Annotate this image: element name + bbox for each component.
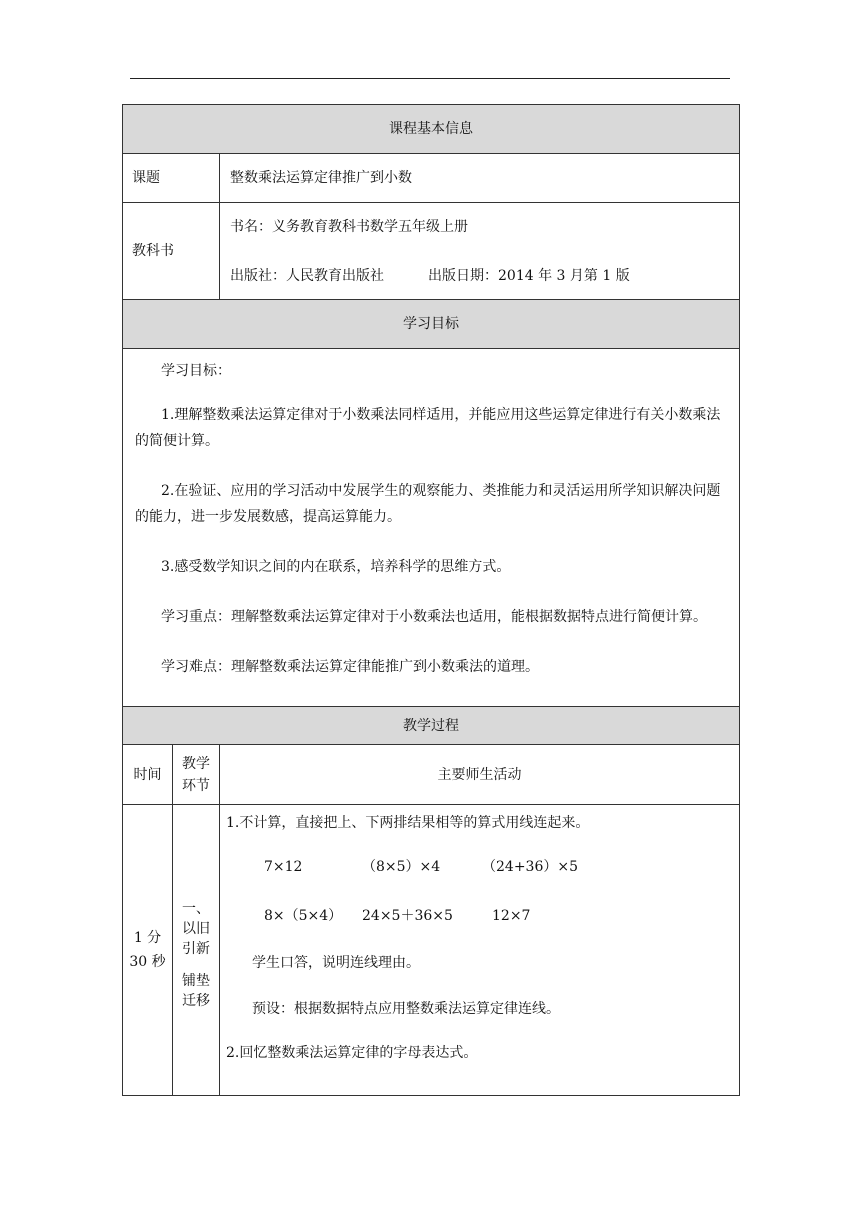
col-header-stage: [173, 745, 220, 805]
student-answer: 学生口答，说明连线理由。: [252, 955, 420, 971]
row1-stage-line5: 迁移: [182, 993, 210, 1009]
publisher-line: [230, 266, 739, 286]
publish-date: 出版日期：2014 年 3 月第 1 版: [428, 267, 630, 284]
objective-item-1: 1.理解整数乘法运算定律对于小数乘法同样适用，并能应用这些运算定律进行有关小数乘法的简便计算。: [135, 407, 721, 449]
formula-bottom-3: 12×7: [492, 908, 531, 924]
col-header-stage-line2: 环节: [182, 777, 210, 794]
row1-time-line1: 1 分: [133, 930, 162, 946]
formula-top-2: （8×5）×4: [362, 859, 441, 875]
formula-top-1: 7×12: [264, 859, 303, 875]
publisher: 出版社：人民教育出版社: [230, 267, 384, 284]
row1-stage-line1: 一、: [182, 901, 210, 917]
book-name: 书名：义务教育教科书数学五年级上册: [230, 218, 468, 235]
objectives-heading: 学习目标：: [161, 363, 231, 379]
row1-stage: [173, 805, 220, 1096]
objective-item-2: 2.在验证、应用的学习活动中发展学生的观察能力、类推能力和灵活运用所学知识解决问题的能力，进一步发展数感，提高运算能力。: [135, 483, 721, 525]
step-2: 2.回忆整数乘法运算定律的字母表达式。: [226, 1045, 478, 1061]
section-header-process: 教学过程: [123, 707, 740, 745]
formula-bottom-2: 24×5＋36×5: [362, 908, 453, 924]
objective-item-3: 3.感受数学知识之间的内在联系，培养科学的思维方式。: [161, 559, 511, 575]
row1-activity: [220, 805, 740, 1096]
col-header-stage-line1: 教学: [182, 755, 210, 772]
step-1: 1.不计算，直接把上、下两排结果相等的算式用线连起来。: [226, 815, 590, 831]
row1-stage-line3: 引新: [182, 941, 210, 957]
section-header-objectives: 学习目标: [123, 300, 740, 349]
row1-time: [123, 805, 173, 1096]
col-header-time: 时间: [123, 745, 173, 805]
objectives-content: [123, 349, 740, 707]
row1-time-line2: 30 秒: [129, 954, 166, 970]
topic-label: 课题: [123, 154, 220, 203]
lesson-plan-table: [122, 104, 740, 1096]
formula-row-bottom: [226, 906, 733, 926]
textbook-label: 教科书: [123, 203, 220, 300]
difficulty: 学习难点：理解整数乘法运算定律能推广到小数乘法的道理。: [161, 659, 539, 675]
formula-bottom-1: 8×（5×4）: [264, 908, 343, 924]
formula-row-top: [226, 857, 733, 877]
row1-stage-line2: 以旧: [182, 921, 210, 937]
row1-stage-line4: 铺垫: [182, 973, 210, 989]
formula-top-3: （24+36）×5: [482, 859, 578, 875]
topic-value: 整数乘法运算定律推广到小数: [220, 154, 740, 203]
section-header-basic-info: 课程基本信息: [123, 105, 740, 154]
key-point: 学习重点：理解整数乘法运算定律对于小数乘法也适用，能根据数据特点进行简便计算。: [161, 609, 707, 625]
textbook-details: [220, 203, 740, 300]
preset: 预设：根据数据特点应用整数乘法运算定律连线。: [252, 1001, 560, 1017]
header-rule: [130, 78, 730, 79]
col-header-activity: 主要师生活动: [220, 745, 740, 805]
